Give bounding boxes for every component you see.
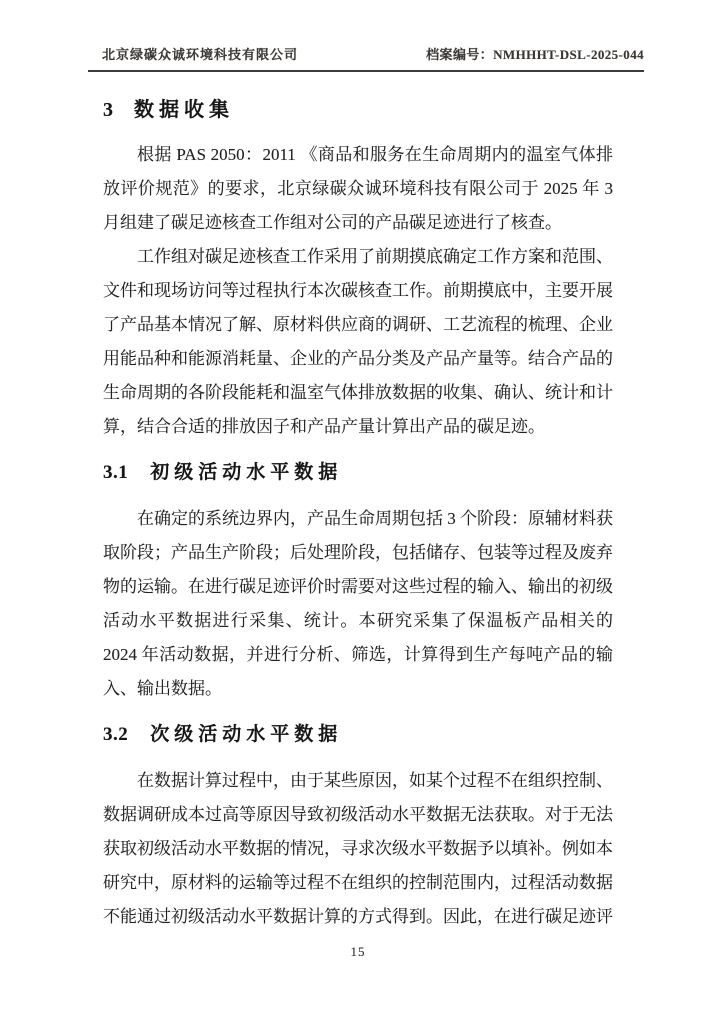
page-header <box>88 44 644 72</box>
section-heading-3-2 <box>103 720 613 750</box>
chapter-title: 数据收集 <box>134 99 234 121</box>
section-title: 次级活动水平数据 <box>150 724 343 745</box>
section-paragraph: 在数据计算过程中，由于某些原因，如某个过程不在组织控制、数据调研成本过高等原因导致初级活动水平数据无法获取。对于无法获取初级活动水平数据的情况，寻求次级水平数据予以填补。例如本研究中，原材料的运输等过程不在组织的控制范围内，过程活动数据不能通过初级活动水平数据计算的方式得到。因此，在进行碳足迹评 <box>103 771 613 926</box>
chapter-number: 3 <box>103 99 113 121</box>
section-title: 初级活动水平数据 <box>150 462 343 483</box>
section-number: 3.2 <box>103 724 129 745</box>
page-number: 15 <box>350 944 366 959</box>
intro-paragraph: 工作组对碳足迹核查工作采用了前期摸底确定工作方案和范围、文件和现场访问等过程执行本次碳核查工作。前期摸底中，主要开展了产品基本情况了解、原材料供应商的调研、工艺流程的梳理、企业用能品种和能源消耗量、企业的产品分类及产品产量等。结合产品的生命周期的各阶段能耗和温室气体排放数据的收集、确认、统计和计算，结合合适的排放因子和产品产量计算出产品的碳足迹。 <box>103 247 613 436</box>
intro-paragraph: 根据 PAS 2050：2011 《商品和服务在生命周期内的温室气体排放评价规范》的要求，北京绿碳众诚环境科技有限公司于 2025 年 3 月组建了碳足迹核查工作组对公司的产品碳足迹进行了核查。 <box>103 145 613 232</box>
header-file-number: 档案编号：NMHHHT-DSL-2025-044 <box>426 47 644 62</box>
header-company-name: 北京绿碳众诚环境科技有限公司 <box>102 47 299 62</box>
section-paragraph: 在确定的系统边界内，产品生命周期包括 3 个阶段：原辅材料获取阶段；产品生产阶段；后处理阶段，包括储存、包装等过程及废弃物的运输。在进行碳足迹评价时需要对这些过程的输入、输出的初级活动水平数据进行采集、统计。本研究采集了保温板产品相关的 2024 年活动数据，并进行分析、筛选，计算得到生产每吨产品的输入、输出数据。 <box>103 509 613 698</box>
section-heading-3-1 <box>103 458 613 488</box>
chapter-heading <box>103 96 613 124</box>
section-number: 3.1 <box>103 462 129 483</box>
document-body <box>103 88 613 934</box>
